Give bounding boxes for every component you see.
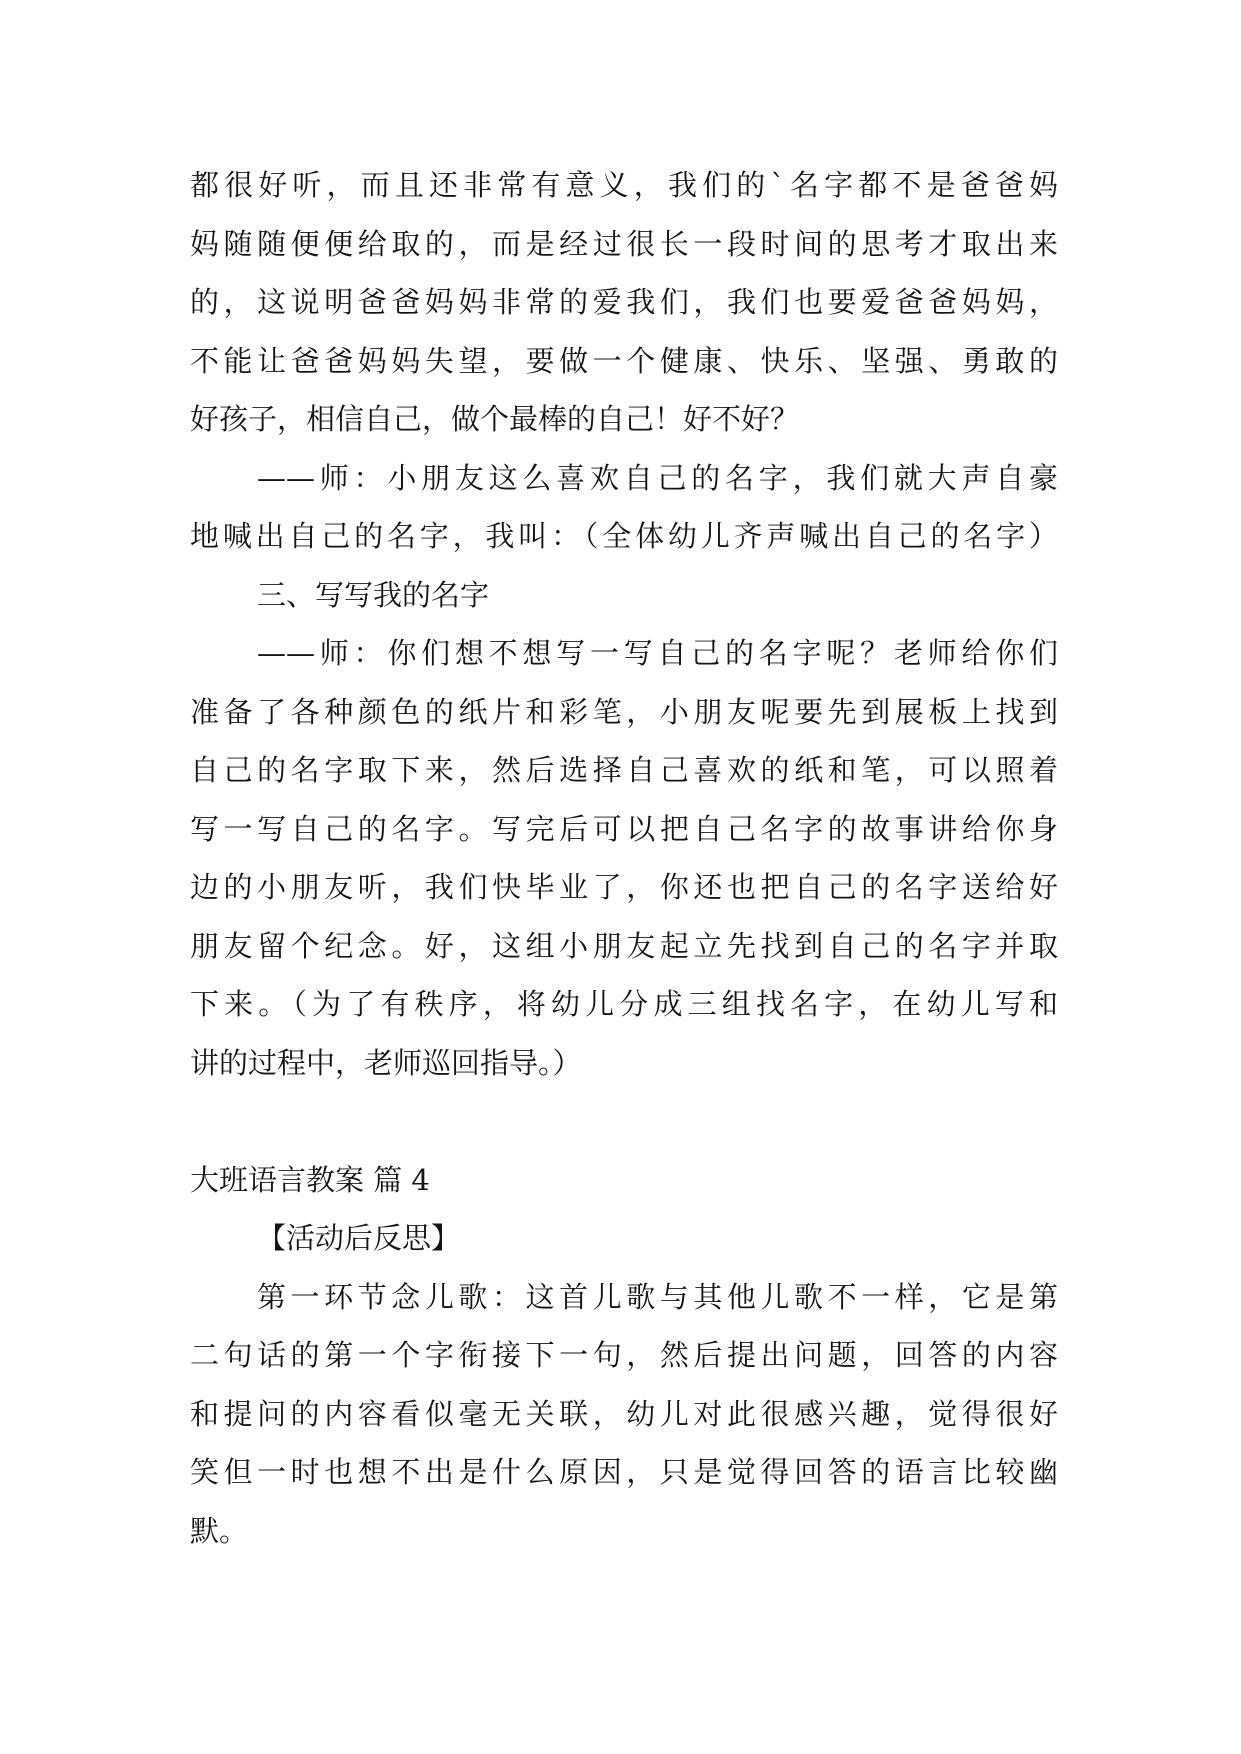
text-line: 二句话的第一个字衔接下一句，然后提出问题，回答的内容: [190, 1338, 1058, 1372]
text-line: 讲的过程中，老师巡回指导。）: [190, 1045, 582, 1080]
text-line: 笑但一时也想不出是什么原因，只是觉得回答的语言比较幽: [190, 1455, 1058, 1489]
paragraph: [190, 1268, 1058, 1561]
text-line: 好孩子，相信自己，做个最棒的自己！好不好？: [190, 402, 800, 436]
text-line: 写一写自己的名字。写完后可以把自己名字的故事讲给你身: [190, 811, 1058, 846]
text-line: 边的小朋友听，我们快毕业了，你还也把自己的名字送给好: [190, 870, 1058, 904]
text-line: 自己的名字取下来，然后选择自己喜欢的纸和笔，可以照着: [190, 753, 1058, 787]
subheading: 三、写写我的名字: [257, 577, 490, 612]
text-line: 下来。（为了有秩序，将幼儿分成三组找名字，在幼儿写和: [190, 987, 1058, 1021]
text-line: 都很好听，而且还非常有意义，我们的`名字都不是爸爸妈: [190, 168, 1058, 202]
text-line: 朋友留个纪念。好，这组小朋友起立先找到自己的名字并取: [190, 928, 1058, 963]
paragraph: [190, 449, 1058, 566]
text-line: 地喊出自己的名字，我叫：（全体幼儿齐声喊出自己的名字）: [190, 519, 1058, 553]
paragraph: [190, 156, 1058, 449]
text-line: 的，这说明爸爸妈妈非常的爱我们，我们也要爱爸爸妈妈，: [190, 285, 1058, 319]
text-line: ——师：你们想不想写一写自己的名字呢？老师给你们: [257, 636, 1058, 670]
subheading: 【活动后反思】: [257, 1221, 461, 1255]
document-body: [190, 156, 1058, 1560]
text-line: 默。: [190, 1513, 249, 1548]
text-line: 准备了各种颜色的纸片和彩笔，小朋友呢要先到展板上找到: [190, 694, 1058, 729]
paragraph: [190, 624, 1058, 1092]
text-line: 第一环节念儿歌：这首儿歌与其他儿歌不一样，它是第: [257, 1279, 1058, 1314]
subheading-paragraph: [190, 566, 1058, 625]
text-line: 和提问的内容看似毫无关联，幼儿对此很感兴趣，觉得很好: [190, 1396, 1058, 1431]
text-line: 不能让爸爸妈妈失望，要做一个健康、快乐、坚强、勇敢的: [190, 343, 1058, 378]
text-line: ——师：小朋友这么喜欢自己的名字，我们就大声自豪: [257, 460, 1058, 495]
section-heading: 大班语言教案 篇 4: [190, 1162, 430, 1197]
section: [190, 1151, 1058, 1561]
subheading-paragraph: [190, 1209, 1058, 1268]
text-line: 妈随随便便给取的，而是经过很长一段时间的思考才取出来: [190, 226, 1058, 261]
